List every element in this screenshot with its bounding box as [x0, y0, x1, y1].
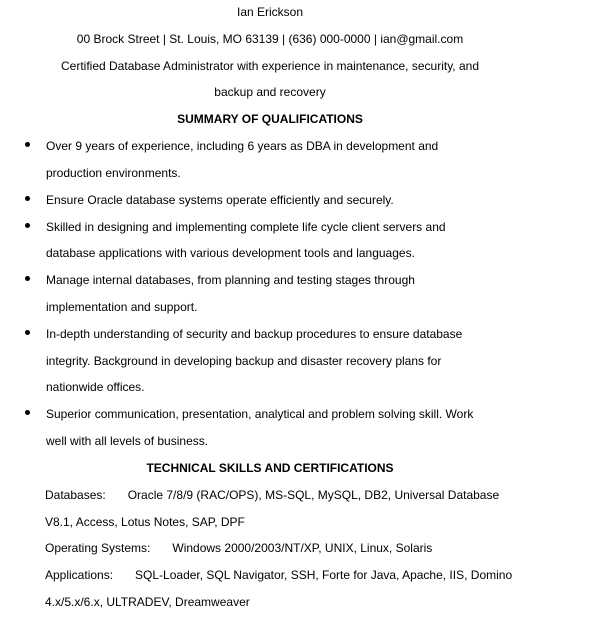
qualification-item-3-line-1: Skilled in designing and implementing complete life cycle client servers and	[46, 220, 446, 234]
operating-systems-label: Operating Systems:	[45, 541, 151, 555]
databases-value: Oracle 7/8/9 (RAC/OPS), MS-SQL, MySQL, DB2, Universal Database	[127, 488, 500, 502]
qualification-item-6-line-1: Superior communication, presentation, analytical and problem solving skill. Work	[46, 407, 474, 421]
bullet-icon	[24, 327, 32, 335]
qualification-item-4-line-1: Manage internal databases, from planning and testing stages through	[46, 273, 415, 287]
bullet-icon	[24, 273, 32, 281]
professional-summary-line-2: backup and recovery	[214, 85, 326, 99]
contact-line: 00 Brock Street | St. Louis, MO 63139 | (636) 000-0000 | ian@gmail.com	[76, 32, 464, 46]
qualification-item-1-line-2: production environments.	[46, 166, 181, 180]
bullet-icon	[24, 139, 32, 147]
qualification-item-5-line-1: In-depth understanding of security and backup procedures to ensure database	[46, 327, 463, 341]
qualification-item-6-line-2: well with all levels of business.	[46, 434, 209, 448]
technical-skills-heading: TECHNICAL SKILLS AND CERTIFICATIONS	[146, 461, 394, 475]
applications-value-continuation: 4.x/5.x/6.x, ULTRADEV, Dreamweaver	[45, 595, 250, 609]
qualification-item-1-line-1: Over 9 years of experience, including 6 years as DBA in development and	[46, 139, 439, 153]
operating-systems-row	[45, 541, 432, 555]
qualifications-heading: SUMMARY OF QUALIFICATIONS	[177, 112, 363, 126]
qualification-item-4-line-2: implementation and support.	[46, 300, 198, 314]
qualification-item-5-line-3: nationwide offices.	[46, 380, 145, 394]
databases-row	[45, 488, 499, 502]
candidate-name: Ian Erickson	[236, 5, 304, 19]
databases-value-continuation: V8.1, Access, Lotus Notes, SAP, DPF	[45, 515, 245, 529]
applications-row	[45, 568, 512, 582]
qualification-item-3-line-2: database applications with various development tools and languages.	[46, 246, 415, 260]
operating-systems-value: Windows 2000/2003/NT/XP, UNIX, Linux, Solaris	[172, 541, 433, 555]
bullet-icon	[24, 407, 32, 415]
qualification-item-5-line-2: integrity. Background in developing backup and disaster recovery plans for	[46, 354, 442, 368]
databases-label: Databases:	[45, 488, 106, 502]
applications-value: SQL-Loader, SQL Navigator, SSH, Forte for Java, Apache, IIS, Domino	[135, 568, 513, 582]
bullet-icon	[24, 193, 32, 201]
professional-summary-line-1: Certified Database Administrator with experience in maintenance, security, and	[61, 59, 479, 73]
bullet-icon	[24, 220, 32, 228]
applications-label: Applications:	[45, 568, 114, 582]
qualification-item-2-line-1: Ensure Oracle database systems operate efficiently and securely.	[46, 193, 394, 207]
